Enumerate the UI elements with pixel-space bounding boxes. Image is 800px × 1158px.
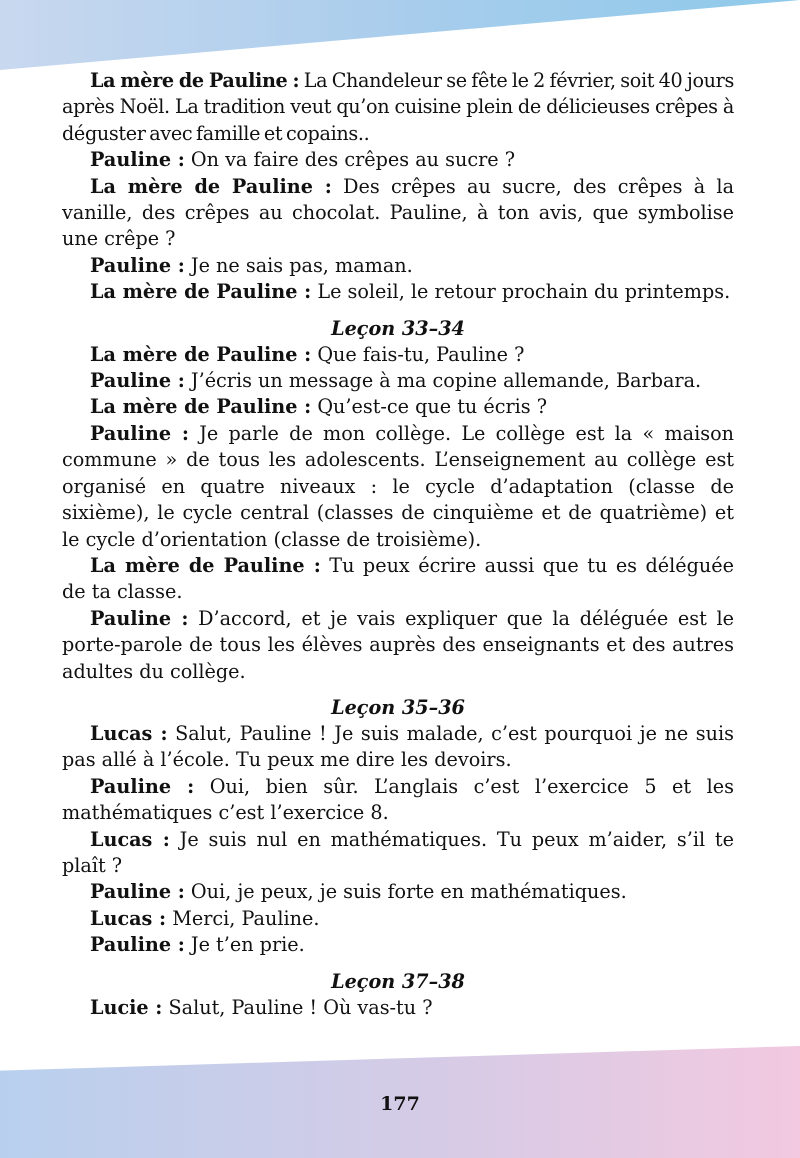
- line-text: Que fais-tu, Pauline ?: [317, 342, 525, 366]
- dialogue-line: [62, 253, 734, 279]
- line-text: Je suis nul en mathématiques. Tu peux m’aider, s’il te plaît ?: [62, 827, 734, 877]
- line-text: D’accord, et je vais expliquer que la déléguée est le porte-parole de tous les élèves auprès des enseignants et des autres adultes du collège.: [62, 606, 734, 683]
- line-text: Oui, je peux, je suis forte en mathématiques.: [190, 880, 627, 904]
- line-text: Oui, bien sûr. L’anglais c’est l’exercice 5 et les mathématiques c’est l’exercice 8.: [62, 774, 734, 825]
- speaker-name: Pauline :: [90, 606, 189, 630]
- line-text: J’écris un message à ma copine allemande, Barbara.: [190, 369, 702, 393]
- line-text: Des crêpes au sucre, des crêpes à la vanille, des crêpes au chocolat. Pauline, à ton avis, que symbolise une crêpe ?: [62, 174, 735, 251]
- dialogue-line: [62, 879, 734, 905]
- speaker-name: La mère de Pauline :: [90, 553, 321, 577]
- speaker-name: Pauline :: [90, 421, 189, 445]
- speaker-name: La mère de Pauline :: [90, 342, 312, 366]
- dialogue-line: [62, 68, 734, 147]
- dialogue-line: [62, 147, 734, 173]
- lesson-heading: Leçon 33–34: [331, 316, 465, 340]
- speaker-name: Pauline :: [90, 774, 195, 798]
- dialogue-line: [62, 906, 734, 932]
- dialogue-line: [62, 995, 734, 1021]
- dialogue-line: [62, 721, 734, 774]
- line-text: Tu peux écrire aussi que tu es déléguée de ta classe.: [62, 553, 734, 604]
- dialogue-line: [62, 553, 734, 606]
- page-number: 177: [380, 1093, 420, 1115]
- dialogue-line: [62, 606, 734, 685]
- line-text: Je ne sais pas, maman.: [190, 253, 413, 277]
- speaker-name: Pauline :: [90, 933, 185, 957]
- line-text: Je t’en prie.: [190, 933, 305, 957]
- speaker-name: Lucas :: [90, 827, 170, 851]
- dialogue-line: [62, 174, 734, 253]
- lesson-heading: Leçon 35–36: [331, 695, 465, 719]
- speaker-name: La mère de Pauline :: [90, 395, 312, 419]
- dialogue-line: [62, 421, 734, 553]
- speaker-name: Pauline :: [90, 369, 185, 393]
- speaker-name: La mère de Pauline :: [90, 174, 332, 198]
- lesson-heading: Leçon 37–38: [331, 969, 465, 993]
- speaker-name: Lucas :: [90, 721, 168, 745]
- line-text: On va faire des crêpes au sucre ?: [190, 148, 515, 172]
- line-text: Je parle de mon collège. Le collège est la « maison commune » de tous les adolescents. L’enseignement au collège est organisé en quatre niveaux : le cycle d’adaptation (classe de sixième), le cycle central (classes de cinquième et de quatrième) et le cycle d’orientation (classe de troisième).: [62, 421, 734, 551]
- speaker-name: Lucas :: [90, 906, 167, 930]
- line-text: Le soleil, le retour prochain du printemps.: [317, 280, 731, 304]
- dialogue-line: [62, 342, 734, 368]
- speaker-name: Pauline :: [90, 253, 185, 277]
- line-text: Salut, Pauline ! Où vas-tu ?: [168, 995, 433, 1019]
- line-text: Merci, Pauline.: [172, 906, 320, 930]
- line-text: La Chandeleur se fête le 2 février, soit 40 jours après Noël. La tradition veut qu’on cuisine plein de délicieuses crêpes à déguster avec famille et copains..: [62, 69, 734, 145]
- dialogue-line: [62, 394, 734, 420]
- speaker-name: Pauline :: [90, 880, 185, 904]
- line-text: Salut, Pauline ! Je suis malade, c’est pourquoi je ne suis pas allé à l’école. Tu peux me dire les devoirs.: [62, 721, 734, 772]
- speaker-name: La mère de Pauline :: [90, 280, 312, 304]
- dialogue-line: [62, 368, 734, 394]
- speaker-name: Lucie :: [90, 995, 163, 1019]
- dialogue-line: [62, 932, 734, 958]
- dialogue-line: [62, 279, 734, 305]
- line-text: Qu’est-ce que tu écris ?: [317, 395, 548, 419]
- speaker-name: Pauline :: [90, 148, 185, 172]
- dialogue-line: [62, 827, 734, 880]
- page-content: [62, 68, 734, 1021]
- top-decorative-band: [0, 0, 800, 70]
- dialogue-line: [62, 774, 734, 827]
- speaker-name: La mère de Pauline :: [90, 69, 300, 92]
